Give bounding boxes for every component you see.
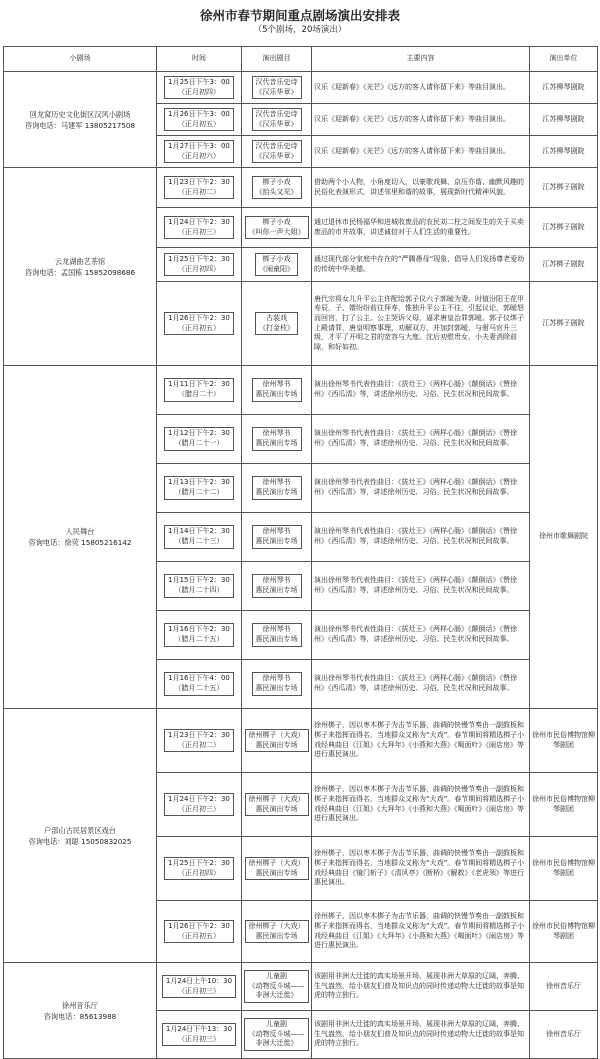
program-line-1: 梆子小戏 xyxy=(262,177,291,186)
content-cell: 该剧用非洲大迁徙的真实场景开场，展现非洲大草原的辽阔、奔腾、生气盎然，给小朋友们普及知识点的同时传递动物大迁徙的故事是知虎的特立独行。 xyxy=(312,963,530,1011)
time-date: 1月23日下午2：30 xyxy=(168,177,230,186)
time-cell xyxy=(157,415,242,464)
time-date: 1月26日下午2：30 xyxy=(168,313,230,322)
program-line-2: 惠民演出专场 xyxy=(255,537,298,545)
time-lunar: （正月初三） xyxy=(177,227,220,236)
organizer-cell: 江苏柳琴剧院 xyxy=(530,104,598,136)
time-cell xyxy=(157,837,242,901)
program-cell xyxy=(242,1011,312,1059)
program-line-1: 徐州梆子（大戏） xyxy=(248,858,305,867)
time-lunar: （正月初五） xyxy=(177,119,220,128)
time-lunar: （腊月二十三） xyxy=(174,537,224,545)
time-date: 1月23日下午2：30 xyxy=(168,730,230,739)
program-line-2: 《动物反斗城——非洲大迁徙》 xyxy=(248,981,305,1000)
program-line-2: 惠民演出专场 xyxy=(255,439,298,447)
content-cell: 徐州梆子，因以枣木梆子为击节乐器，曲调的快慢节奏由一副鼓板和梆子来指挥而得名，当地群众又称为“大戏”。春节期间将精选梆子小戏经典曲目《镜门斩子》《清风亭》《断桥》《解救》《老虎领》等进行惠民演出。 xyxy=(312,837,530,901)
program-cell xyxy=(242,248,312,282)
content-cell: 徐州梆子，因以枣木梆子为击节乐器，曲调的快慢节奏由一副鼓板和梆子来指挥而得名，当地群众又称为“大戏”。春节期间将精选梆子小戏经典曲目《江姐》《大拜年》《小燕和大燕》《喝面叶》《闹店房》等进行惠民演出。 xyxy=(312,901,530,963)
program-cell xyxy=(242,837,312,901)
content-cell: 唐代宗将女儿升平公主许配给郭子仪六子郭暧为妻。时值汾阳王花甲寿辰，子、婿纷纷前往拜寿，惟独升平公主不往，引起议论，郭暧怒而回宫，打了公主。公主哭诉父母，逼求唐皇治罪郭暧。郭子仪绑子上殿请罪，唐皇明察事理，劝解双方，并加封郭暧，与驸马官升三级，才平了开明之君的宽容与大度。沈后劝慰贵女，小夫妻消除前隙，和好如初。 xyxy=(312,282,530,366)
time-date: 1月25日下午2：30 xyxy=(168,858,230,867)
time-lunar: （正月初二） xyxy=(177,740,220,749)
program-line-1: 汉代音乐史诗 xyxy=(255,141,298,150)
venue-name: 徐州音乐厅 xyxy=(62,1000,98,1010)
col-header-program: 演出剧目 xyxy=(242,47,312,72)
content-cell: 汉乐《迎新春》《光芒》《远方的客人请你留下来》等曲目演出。 xyxy=(312,136,530,168)
col-header-venue: 小剧场 xyxy=(4,47,157,72)
program-line-1: 徐州梆子（大戏） xyxy=(248,730,305,739)
time-date: 1月27日下午3：00 xyxy=(168,141,230,150)
program-line-1: 徐州琴书 xyxy=(262,478,291,487)
time-cell xyxy=(157,464,242,513)
program-cell xyxy=(242,104,312,136)
organizer-cell: 江苏梆子剧院 xyxy=(530,208,598,248)
page-title: 徐州市春节期间重点剧场演出安排表 xyxy=(199,8,400,23)
venue-cell xyxy=(4,72,157,168)
content-cell: 借助两个小人物，小角度切入，以豪歌戏舞、京压亦谐、幽默风趣的民俗化表演形式，讲述邻里和谐的故事，展现新时代精神风貌。 xyxy=(312,168,530,208)
program-line-1: 汉代音乐史诗 xyxy=(255,109,298,118)
program-line-2: 惠民演出专场 xyxy=(255,868,298,877)
program-cell xyxy=(242,208,312,248)
program-cell xyxy=(242,282,312,366)
program-line-2: 惠民演出专场 xyxy=(255,635,298,643)
time-lunar: （正月初二） xyxy=(177,187,220,196)
time-lunar: （腊月二十四） xyxy=(174,586,224,594)
program-cell xyxy=(242,366,312,415)
program-line-1: 徐州琴书 xyxy=(262,527,291,536)
organizer-cell: 徐州市民俗博物馆柳琴剧团 xyxy=(530,709,598,773)
time-date: 1月11日下午2：30 xyxy=(168,380,230,389)
program-cell xyxy=(242,709,312,773)
organizer-cell: 江苏柳琴剧院 xyxy=(530,72,598,104)
organizer-cell: 徐州音乐厅 xyxy=(530,963,598,1011)
program-line-1: 徐州琴书 xyxy=(262,576,291,585)
content-cell: 演出徐州琴书代表性曲目：《拔灶王》《两样心肠》《颠倒话》《赞徐州》《西瓜清》等，讲述徐州历史、习俗、民生状况和民间故事。 xyxy=(312,660,530,709)
time-cell xyxy=(157,773,242,837)
program-line-2: 《打金枝》 xyxy=(259,323,294,332)
time-cell xyxy=(157,660,242,709)
venue-name: 云龙湖曲艺茶馆 xyxy=(54,256,106,266)
content-cell: 徐州梆子，因以枣木梆子为击节乐器，曲调的快慢节奏由一副鼓板和梆子来指挥而得名，当地群众又称为“大戏”。春节期间将精选梆子小戏经典曲目《江姐》《大拜年》《小燕和大燕》《喝面叶》《闹店房》等进行惠民演出。 xyxy=(312,773,530,837)
time-cell xyxy=(157,136,242,168)
organizer-cell: 徐州市歌舞剧院 xyxy=(530,366,598,709)
program-line-2: 《叫你一声大姐》 xyxy=(248,227,305,236)
organizer-cell: 江苏梆子剧院 xyxy=(530,168,598,208)
time-cell xyxy=(157,562,242,611)
program-line-1: 徐州琴书 xyxy=(262,625,291,634)
time-cell xyxy=(157,72,242,104)
time-date: 1月25日下午3：00 xyxy=(168,77,230,86)
program-line-1: 梆子小戏 xyxy=(262,254,291,263)
organizer-cell: 徐州音乐厅 xyxy=(530,1011,598,1059)
program-cell xyxy=(242,464,312,513)
program-line-2: 惠民演出专场 xyxy=(255,684,298,692)
time-date: 1月13日下午2：30 xyxy=(168,478,230,487)
content-cell: 徐州梆子，因以枣木梆子为击节乐器，曲调的快慢节奏由一副鼓板和梆子来指挥而得名，当地群众又称为“大戏”。春节期间将精选梆子小戏经典曲目《江姐》《大拜年》《小燕和大燕》《喝面叶》《闹店房》等进行惠民演出。 xyxy=(312,709,530,773)
program-line-2: 《汉乐华章》 xyxy=(255,119,298,128)
time-lunar: （正月初三） xyxy=(178,986,220,995)
content-cell: 汉乐《迎新春》《光芒》《远方的客人请你留下来》等曲目演出。 xyxy=(312,104,530,136)
time-lunar: （正月初五） xyxy=(177,323,220,332)
time-date: 1月12日下午2：30 xyxy=(168,429,230,438)
organizer-cell: 徐州市民俗博物馆柳琴剧团 xyxy=(530,901,598,963)
time-date: 1月25日下午2：30 xyxy=(168,254,230,263)
program-cell xyxy=(242,72,312,104)
program-line-1: 梆子小戏 xyxy=(262,217,291,226)
time-date: 1月24日上午10：30 xyxy=(165,976,233,985)
program-cell xyxy=(242,963,312,1011)
content-cell: 该剧用非洲大迁徙的真实场景开场，展现非洲大草原的辽阔、奔腾、生气盎然，给小朋友们普及知识点的同时传递动物大迁徙的故事是知虎的特立独行。 xyxy=(312,1011,530,1059)
table-row xyxy=(4,366,598,415)
header-row xyxy=(4,47,598,72)
program-cell xyxy=(242,168,312,208)
program-cell xyxy=(242,773,312,837)
program-cell xyxy=(242,901,312,963)
program-cell xyxy=(242,415,312,464)
organizer-cell: 江苏梆子剧院 xyxy=(530,248,598,282)
time-date: 1月26日下午2：30 xyxy=(168,921,230,930)
content-cell: 演出徐州琴书代表性曲目：《拔灶王》《两样心肠》《颠倒话》《赞徐州》《西瓜清》等，讲述徐州历史、习俗、民生状况和民间故事。 xyxy=(312,562,530,611)
organizer-cell: 江苏梆子剧院 xyxy=(530,282,598,366)
table-row xyxy=(4,72,598,104)
program-line-2: 《抬头又见》 xyxy=(255,187,298,196)
time-cell xyxy=(157,513,242,562)
program-cell xyxy=(242,513,312,562)
time-date: 1月24日下午2：30 xyxy=(168,794,230,803)
program-line-2: 《汉乐华章》 xyxy=(255,151,298,160)
program-line-2: 《汉乐华章》 xyxy=(255,87,298,96)
program-line-1: 古装戏 xyxy=(266,313,287,322)
program-cell xyxy=(242,660,312,709)
venue-cell xyxy=(4,168,157,366)
program-line-2: 惠民演出专场 xyxy=(255,804,298,813)
program-line-2: 惠民演出专场 xyxy=(255,586,298,594)
venue-contact: 咨询电话：刘聪 15050832025 xyxy=(28,836,132,846)
time-lunar: （腊月二十一） xyxy=(174,439,224,447)
time-date: 1月15日下午2：30 xyxy=(168,576,230,585)
time-date: 1月24日下午2：30 xyxy=(168,217,230,226)
schedule-table xyxy=(3,46,598,1059)
venue-cell xyxy=(4,709,157,963)
venue-name: 回龙窝历史文化街区汉风小剧场 xyxy=(29,109,131,119)
content-cell: 演出徐州琴书代表性曲目：《拔灶王》《两样心肠》《颠倒话》《赞徐州》《西瓜清》等，讲述徐州历史、习俗、民生状况和民间故事。 xyxy=(312,611,530,660)
table-row xyxy=(4,168,598,208)
program-line-1: 徐州琴书 xyxy=(262,380,291,389)
time-cell xyxy=(157,168,242,208)
venue-cell xyxy=(4,366,157,709)
col-header-time: 时间 xyxy=(157,47,242,72)
time-cell xyxy=(157,1011,242,1059)
program-line-1: 儿童剧 xyxy=(266,972,287,981)
content-cell: 通过现代部分家庭中存在的“严腾愚母”现象，倡导人们发扬尊老爱幼的传统中华美德。 xyxy=(312,248,530,282)
time-date: 1月24日下午13：30 xyxy=(165,1024,233,1033)
organizer-cell: 江苏柳琴剧院 xyxy=(530,136,598,168)
time-lunar: （正月初四） xyxy=(177,87,220,96)
time-cell xyxy=(157,366,242,415)
time-lunar: （正月初四） xyxy=(177,264,220,273)
venue-contact: 咨询电话：孟国栋 15852098686 xyxy=(24,267,136,277)
organizer-cell: 徐州市民俗博物馆柳琴剧团 xyxy=(530,837,598,901)
venue-contact: 咨询电话：85613988 xyxy=(43,1011,117,1021)
program-cell xyxy=(242,562,312,611)
time-date: 1月14日下午2：30 xyxy=(168,527,230,536)
time-cell xyxy=(157,282,242,366)
program-line-2: 《动物反斗城——非洲大迁徙》 xyxy=(248,1029,305,1048)
organizer-cell: 徐州市民俗博物馆柳琴剧团 xyxy=(530,773,598,837)
program-cell xyxy=(242,136,312,168)
time-lunar: （正月初六） xyxy=(177,151,220,160)
time-date: 1月26日下午3：00 xyxy=(168,109,230,118)
document-header xyxy=(0,0,600,46)
venue-name: 户部山古民居景区戏台 xyxy=(44,825,116,835)
time-lunar: （正月初五） xyxy=(177,931,220,940)
program-line-2: 惠民演出专场 xyxy=(255,931,298,940)
program-line-1: 徐州琴书 xyxy=(262,674,291,683)
time-cell xyxy=(157,963,242,1011)
time-cell xyxy=(157,611,242,660)
time-lunar: （腊月二十） xyxy=(177,390,220,398)
venue-contact: 咨询电话：马建军 13805217508 xyxy=(24,120,136,130)
program-line-1: 徐州琴书 xyxy=(262,429,291,438)
time-lunar: （腊月二十五） xyxy=(174,635,224,643)
program-line-2: 惠民演出专场 xyxy=(255,488,298,496)
content-cell: 演出徐州琴书代表性曲目：《拔灶王》《两样心肠》《颠倒话》《赞徐州》《西瓜清》等，讲述徐州历史、习俗、民生状况和民间故事。 xyxy=(312,415,530,464)
content-cell: 演出徐州琴书代表性曲目：《拔灶王》《两样心肠》《颠倒话》《赞徐州》《西瓜清》等，讲述徐州历史、习俗、民生状况和民间故事。 xyxy=(312,464,530,513)
time-lunar: （正月初三） xyxy=(178,1034,220,1043)
program-cell xyxy=(242,611,312,660)
time-date: 1月16日下午4：00 xyxy=(168,674,230,683)
content-cell: 汉乐《迎新春》《光芒》《远方的客人请你留下来》等曲目演出。 xyxy=(312,72,530,104)
content-cell: 通过退休市民杨福华和进城收废品的农民刘二柱之间发生的关于买卖废品的市井故事，讲述诚信对于人们生活的重要性。 xyxy=(312,208,530,248)
content-cell: 演出徐州琴书代表性曲目：《拔灶王》《两样心肠》《颠倒话》《赞徐州》《西瓜清》等，讲述徐州历史、习俗、民生状况和民间故事。 xyxy=(312,366,530,415)
program-line-1: 儿童剧 xyxy=(266,1020,287,1029)
page-subtitle: （5个剧场，20场演出） xyxy=(253,25,347,35)
time-cell xyxy=(157,901,242,963)
program-line-2: 惠民演出专场 xyxy=(255,740,298,749)
program-line-1: 汉代音乐史诗 xyxy=(255,77,298,86)
venue-cell xyxy=(4,963,157,1059)
program-line-2: 《闹童阳》 xyxy=(259,264,294,273)
time-date: 1月16日下午2：30 xyxy=(168,625,230,634)
program-line-2: 惠民演出专场 xyxy=(255,390,298,398)
time-cell xyxy=(157,208,242,248)
time-cell xyxy=(157,709,242,773)
content-cell: 演出徐州琴书代表性曲目：《拔灶王》《两样心肠》《颠倒话》《赞徐州》《西瓜清》等，讲述徐州历史、习俗、民生状况和民间故事。 xyxy=(312,513,530,562)
venue-contact: 咨询电话：徐荧 15805216142 xyxy=(28,538,132,547)
table-row xyxy=(4,709,598,773)
venue-name: 人民舞台 xyxy=(65,527,95,536)
program-line-1: 徐州梆子（大戏） xyxy=(248,794,305,803)
col-header-content: 主要内容 xyxy=(312,47,530,72)
time-cell xyxy=(157,248,242,282)
time-cell xyxy=(157,104,242,136)
col-header-organizer: 演出单位 xyxy=(530,47,598,72)
program-line-1: 徐州梆子（大戏） xyxy=(248,921,305,930)
time-lunar: （正月初三） xyxy=(177,804,220,813)
time-lunar: （腊月二十五） xyxy=(174,684,224,692)
time-lunar: （正月初四） xyxy=(177,868,220,877)
time-lunar: （腊月二十二） xyxy=(174,488,224,496)
table-row xyxy=(4,963,598,1011)
